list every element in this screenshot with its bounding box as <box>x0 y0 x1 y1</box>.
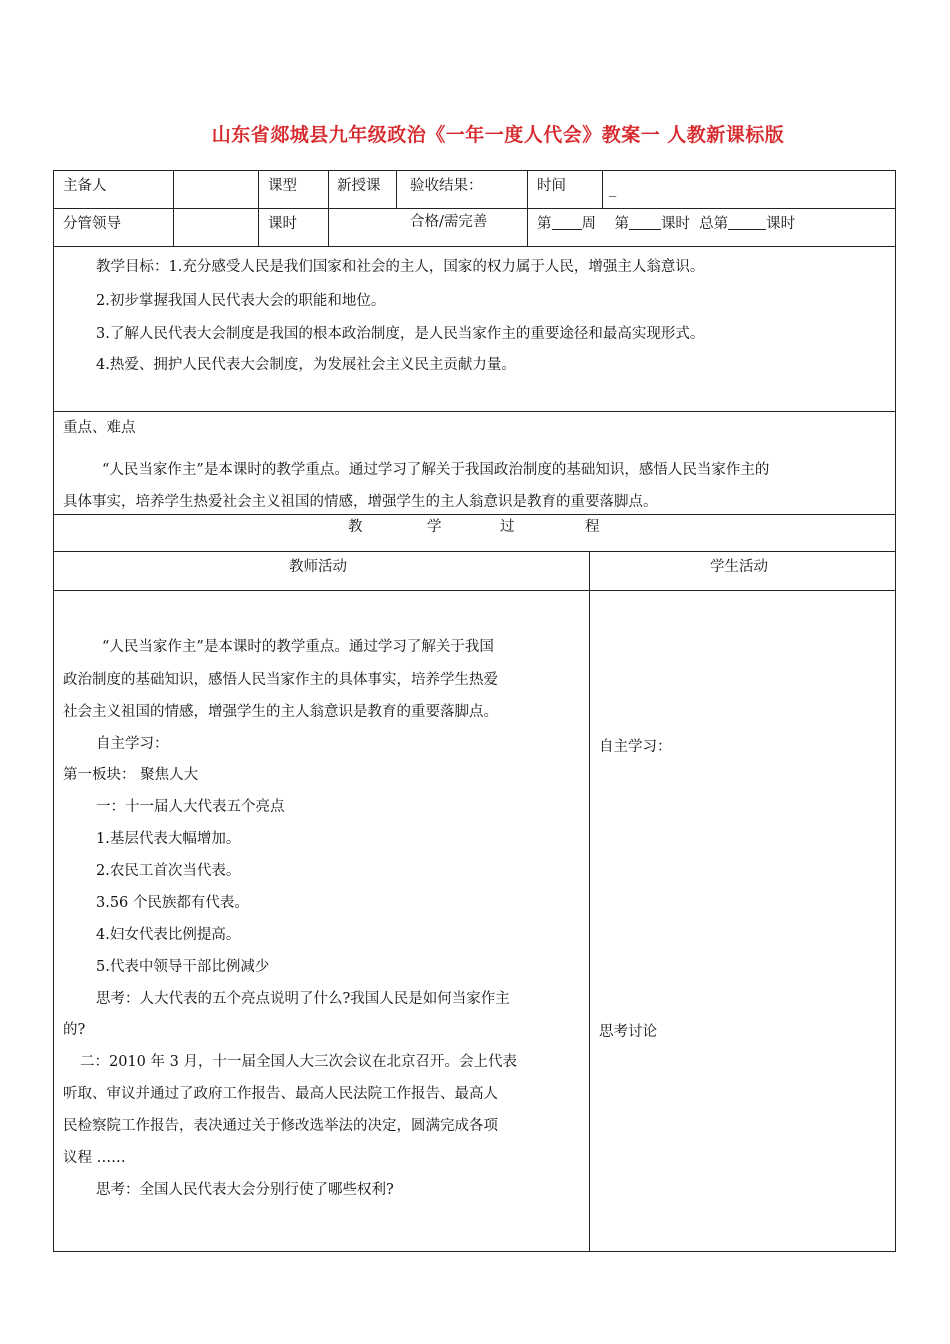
section-2-line-3: 民检察院工作报告，表决通过关于修改选举法的决定，圆满完成各项 <box>63 1118 498 1134</box>
zhubeiren-label: 主备人 <box>63 178 107 194</box>
goal-2: 2.初步掌握我国人民代表大会的职能和地位。 <box>96 293 386 309</box>
teacher-intro-3: 社会主义祖国的情感，增强学生的主人翁意识是教育的重要落脚点。 <box>63 704 498 720</box>
highlight-item-5: 5.代表中领导干部比例减少 <box>96 959 270 975</box>
student-discuss: 思考讨论 <box>599 1024 657 1040</box>
highlight-item-2: 2.农民工首次当代表。 <box>96 863 241 879</box>
key-points-line-1: “人民当家作主”是本课时的教学重点。通过学习了解关于我国政治制度的基础知识，感悟人民当家作主的 <box>102 462 770 478</box>
goal-3: 3.了解人民代表大会制度是我国的根本政治制度，是人民当家作主的重要途径和最高实现形式。 <box>96 326 705 342</box>
key-points-line-2: 具体事实，培养学生热爱社会主义祖国的情感，增强学生的主人翁意识是教育的重要落脚点。 <box>63 494 658 510</box>
keshi-label: 课时 <box>268 216 297 232</box>
student-self-study: 自主学习： <box>599 739 672 755</box>
key-points-label: 重点、难点 <box>63 420 136 436</box>
goal-1: 教学目标：1.充分感受人民是我们国家和社会的主人，国家的权力属于人民，增强主人翁意识。 <box>96 259 705 275</box>
shijian-label: 时间 <box>537 178 566 194</box>
section-2-line-1: 二：2010 年 3 月，十一届全国人大三次会议在北京召开。会上代表 <box>80 1054 517 1070</box>
highlight-item-1: 1.基层代表大幅增加。 <box>96 831 241 847</box>
document-title: 山东省郯城县九年级政治《一年一度人代会》教案一 人教新课标版 <box>211 124 785 146</box>
section-2-line-2: 听取、审议并通过了政府工作报告、最高人民法院工作报告、最高人 <box>63 1086 498 1102</box>
teacher-intro-2: 政治制度的基础知识，感悟人民当家作主的具体事实，培养学生热爱 <box>63 672 498 688</box>
teacher-activity-header: 教师活动 <box>289 559 347 575</box>
shijian-value: _ <box>609 181 617 197</box>
kexing-label: 课型 <box>268 178 297 194</box>
goal-4: 4.热爱、拥护人民代表大会制度，为发展社会主义民主贡献力量。 <box>96 357 516 373</box>
highlight-item-4: 4.妇女代表比例提高。 <box>96 927 241 943</box>
section-2-line-4: 议程 …… <box>63 1150 126 1166</box>
hege-label: 合格/需完善 <box>410 214 488 230</box>
block-1-heading: 第一板块： 聚焦人大 <box>63 767 199 783</box>
think-question-1b: 的? <box>63 1022 86 1038</box>
teacher-intro-1: “人民当家作主”是本课时的教学重点。通过学习了解关于我国 <box>102 639 494 655</box>
section-1-heading: 一：十一届人大代表五个亮点 <box>96 799 285 815</box>
kexing-value: 新授课 <box>337 178 381 194</box>
week-schedule: 第 周 第 课时 总第 课时 <box>537 216 796 232</box>
think-question-2: 思考：全国人民代表大会分别行使了哪些权利? <box>96 1182 394 1198</box>
highlight-item-3: 3.56 个民族都有代表。 <box>96 895 249 911</box>
fenguan-label: 分管领导 <box>63 216 121 232</box>
teacher-self-study: 自主学习： <box>96 736 169 752</box>
yanshou-label: 验收结果： <box>410 178 483 194</box>
think-question-1a: 思考：人大代表的五个亮点说明了什么?我国人民是如何当家作主 <box>96 991 510 1007</box>
student-activity-header: 学生活动 <box>710 559 768 575</box>
